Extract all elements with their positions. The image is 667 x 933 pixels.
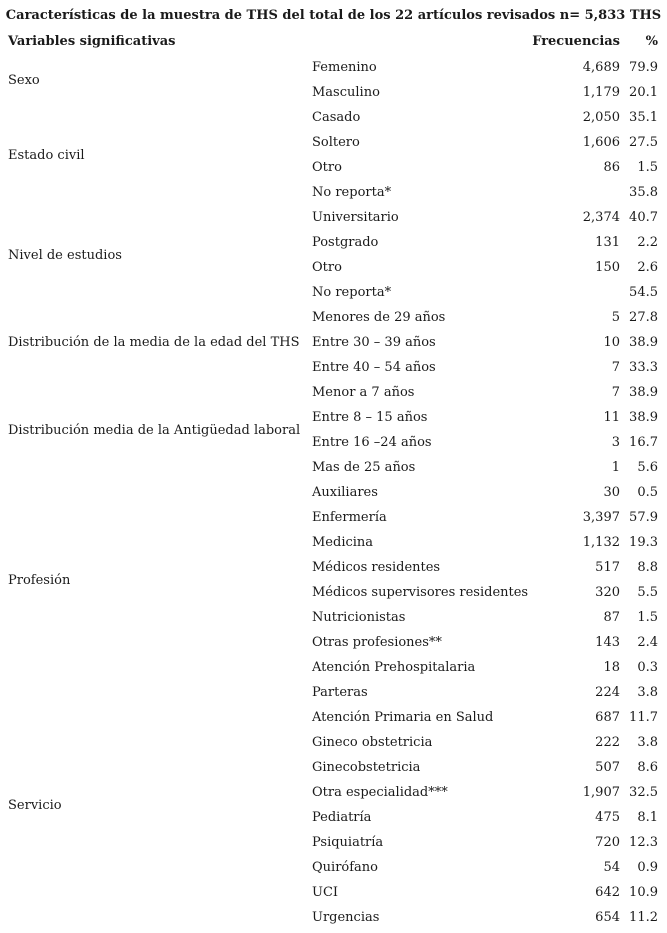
row-frequency: 86	[603, 160, 620, 175]
row-frequency: 687	[595, 710, 620, 725]
header-frequencies: Frecuencias	[532, 34, 620, 49]
row-frequency: 30	[603, 485, 620, 500]
row-percent: 40.7	[629, 210, 658, 225]
group-label: Profesión	[8, 572, 71, 588]
row-label: No reporta*	[312, 185, 392, 200]
row-percent: 5.6	[637, 460, 658, 475]
row-label: Parteras	[312, 685, 368, 700]
table-row	[0, 830, 667, 855]
row-frequency: 222	[595, 735, 620, 750]
row-percent: 0.3	[637, 660, 658, 675]
table-row	[0, 605, 667, 630]
row-percent: 1.5	[637, 160, 658, 175]
row-label: UCI	[312, 885, 339, 900]
row-frequency: 642	[595, 885, 620, 900]
table-row	[0, 380, 667, 405]
row-percent: 33.3	[629, 360, 658, 375]
row-frequency: 2,050	[582, 110, 620, 125]
table-row	[0, 205, 667, 230]
row-percent: 8.8	[637, 560, 658, 575]
row-percent: 32.5	[629, 785, 658, 800]
table-row	[0, 880, 667, 905]
table-row	[0, 705, 667, 730]
table-row	[0, 155, 667, 180]
table-row	[0, 730, 667, 755]
row-percent: 57.9	[629, 510, 658, 525]
row-frequency: 1,132	[582, 535, 620, 550]
row-percent: 20.1	[629, 85, 658, 100]
row-frequency: 517	[595, 560, 620, 575]
row-label: Psiquiatría	[312, 835, 384, 850]
table-row	[0, 755, 667, 780]
row-percent: 2.6	[637, 260, 658, 275]
row-label: Medicina	[312, 535, 374, 550]
row-label: Casado	[312, 110, 361, 125]
row-label: Entre 40 – 54 años	[312, 360, 436, 375]
table-row	[0, 255, 667, 280]
row-percent: 12.3	[629, 835, 658, 850]
row-percent: 38.9	[629, 410, 658, 425]
row-percent: 0.5	[637, 485, 658, 500]
row-label: Pediatría	[312, 810, 372, 825]
table-row	[0, 80, 667, 105]
table-row	[0, 230, 667, 255]
row-frequency: 18	[603, 660, 620, 675]
row-percent: 0.9	[637, 860, 658, 875]
table-row	[0, 530, 667, 555]
row-label: Soltero	[312, 135, 360, 150]
row-frequency: 3	[611, 435, 620, 450]
group-label: Distribución de la media de la edad del THS	[8, 335, 300, 350]
row-frequency: 54	[603, 860, 620, 875]
row-label: Masculino	[312, 85, 380, 100]
row-percent: 16.7	[629, 435, 658, 450]
row-percent: 19.3	[629, 535, 658, 550]
table-row	[0, 480, 667, 505]
row-label: No reporta*	[312, 285, 392, 300]
table-row	[0, 55, 667, 80]
row-frequency: 131	[595, 235, 620, 250]
row-label: Médicos residentes	[312, 560, 441, 575]
row-frequency: 507	[595, 760, 620, 775]
group-label: Nivel de estudios	[8, 247, 122, 263]
row-label: Médicos supervisores residentes	[312, 585, 529, 600]
table-row	[0, 455, 667, 480]
table-title: Características de la muestra de THS del total de los 22 artículos revisados n= 5,833 THS	[5, 8, 662, 23]
row-frequency: 150	[595, 260, 620, 275]
table-row	[0, 305, 667, 330]
row-percent: 27.5	[629, 135, 658, 150]
row-percent: 3.8	[637, 735, 658, 750]
row-percent: 27.8	[629, 310, 658, 325]
table-row	[0, 130, 667, 155]
table-body	[0, 55, 667, 930]
table-row	[0, 330, 667, 355]
table-row	[0, 580, 667, 605]
row-percent: 38.9	[629, 335, 658, 350]
row-frequency: 320	[595, 585, 620, 600]
row-frequency: 4,689	[582, 60, 620, 75]
row-frequency: 7	[611, 385, 620, 400]
table-row	[0, 780, 667, 805]
row-label: Enfermería	[312, 510, 387, 525]
group-label: Estado civil	[8, 147, 85, 163]
row-percent: 79.9	[629, 60, 658, 75]
group-label: Distribución media de la Antigüedad laboral	[8, 422, 301, 438]
row-frequency: 11	[603, 410, 620, 425]
row-percent: 11.2	[629, 910, 658, 925]
row-percent: 35.1	[629, 110, 658, 125]
table-row	[0, 505, 667, 530]
row-frequency: 7	[611, 360, 620, 375]
row-frequency: 1,179	[582, 85, 620, 100]
table-row	[0, 805, 667, 830]
row-frequency: 475	[595, 810, 620, 825]
row-frequency: 1,606	[582, 135, 620, 150]
header-variables: Variables significativas	[8, 34, 176, 49]
row-frequency: 654	[595, 910, 620, 925]
row-label: Urgencias	[312, 910, 380, 925]
row-percent: 38.9	[629, 385, 658, 400]
row-label: Entre 8 – 15 años	[312, 410, 428, 425]
table-row	[0, 680, 667, 705]
row-percent: 8.6	[637, 760, 658, 775]
row-label: Otras profesiones**	[312, 635, 442, 650]
header-percent: %	[645, 34, 658, 49]
row-percent: 2.2	[637, 235, 658, 250]
row-label: Atención Primaria en Salud	[312, 710, 494, 725]
row-frequency: 720	[595, 835, 620, 850]
row-frequency: 143	[595, 635, 620, 650]
table-row	[0, 405, 667, 430]
row-label: Postgrado	[312, 235, 379, 250]
table-row	[0, 905, 667, 930]
row-label: Nutricionistas	[312, 610, 406, 625]
row-label: Menores de 29 años	[312, 310, 446, 325]
row-label: Atención Prehospitalaria	[312, 660, 476, 675]
row-label: Mas de 25 años	[312, 460, 416, 475]
row-label: Gineco obstetricia	[312, 735, 433, 750]
row-percent: 5.5	[637, 585, 658, 600]
row-frequency: 5	[611, 310, 620, 325]
row-frequency: 3,397	[582, 510, 620, 525]
row-percent: 8.1	[637, 810, 658, 825]
row-frequency: 10	[603, 335, 620, 350]
row-label: Universitario	[312, 210, 399, 225]
table-row	[0, 355, 667, 380]
table-row	[0, 180, 667, 205]
row-label: Menor a 7 años	[312, 385, 415, 400]
group-label: Sexo	[8, 72, 40, 88]
row-frequency: 1	[611, 460, 620, 475]
row-frequency: 2,374	[582, 210, 620, 225]
row-label: Otro	[312, 260, 342, 275]
row-label: Otro	[312, 160, 342, 175]
row-percent: 54.5	[629, 285, 658, 300]
table-row	[0, 555, 667, 580]
row-percent: 10.9	[629, 885, 658, 900]
row-label: Entre 16 –24 años	[312, 435, 432, 450]
row-percent: 11.7	[629, 710, 658, 725]
group-label: Servicio	[8, 797, 62, 813]
table-row	[0, 855, 667, 880]
row-percent: 3.8	[637, 685, 658, 700]
row-frequency: 87	[603, 610, 620, 625]
row-percent: 2.4	[637, 635, 658, 650]
row-label: Femenino	[312, 60, 377, 75]
row-percent: 35.8	[629, 185, 658, 200]
row-label: Quirófano	[312, 860, 378, 875]
table-row	[0, 280, 667, 305]
table-row	[0, 630, 667, 655]
row-label: Entre 30 – 39 años	[312, 335, 436, 350]
row-frequency: 224	[595, 685, 620, 700]
table-row	[0, 105, 667, 130]
row-label: Auxiliares	[312, 485, 378, 500]
row-label: Otra especialidad***	[312, 785, 448, 800]
row-frequency: 1,907	[582, 785, 620, 800]
table-row	[0, 655, 667, 680]
row-label: Ginecobstetricia	[312, 760, 421, 775]
table-row	[0, 430, 667, 455]
row-percent: 1.5	[637, 610, 658, 625]
